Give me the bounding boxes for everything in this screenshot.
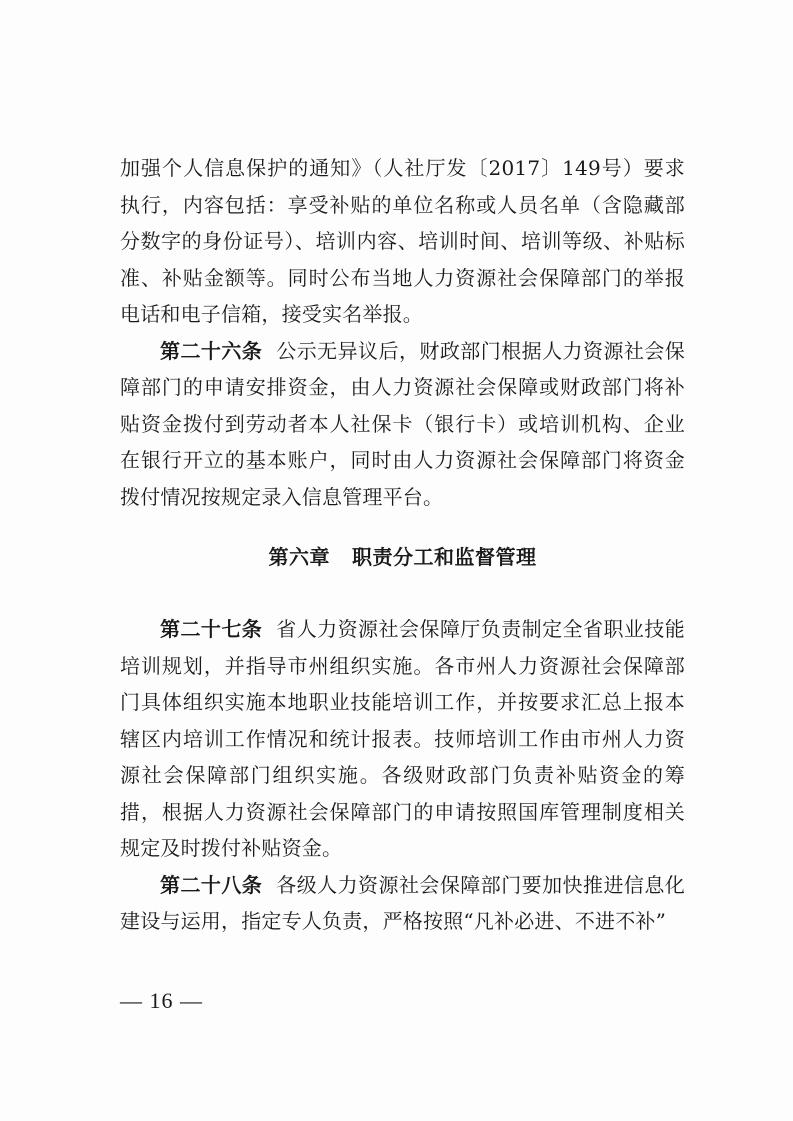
paragraph-text: 省人力资源社会保障厅负责制定全省职业技能培训规划，并指导市州组织实施。各市州人力资源社会保障部门具体组织实施本地职业技能培训工作，并按要求汇总上报本辖区内培训工作情况和统计报表。技师培训工作由市州人力资源社会保障部门组织实施。各级财政部门负责补贴资金的筹措，根据人力资源社会保障部门的申请按照国库管理制度相关规定及时拨付补贴资金。 [120,617,685,860]
paragraph-text: 公示无异议后，财政部门根据人力资源社会保障部门的申请安排资金，由人力资源社会保障或财政部门将补贴资金拨付到劳动者本人社保卡（银行卡）或培训机构、企业在银行开立的基本账户，同时由人力资源社会保障部门将资金拨付情况按规定录入信息管理平台。 [120,338,685,509]
paragraph-text: 各级人力资源社会保障部门要加快推进信息化建设与运用，指定专人负责，严格按照“凡补必进、不进不补” [120,872,685,933]
article-number: 第二十八条 [160,872,263,897]
article-26-paragraph [120,333,685,516]
chapter-title: 职责分工和监督管理 [352,545,537,569]
article-27-paragraph [120,611,685,867]
page-number: — 16 — [120,988,203,1013]
chapter-number: 第六章 [268,545,330,569]
article-number: 第二十六条 [160,338,263,363]
document-body [120,150,685,940]
chapter-heading [120,539,685,575]
paragraph-continued [120,150,685,333]
paragraph-text: 加强个人信息保护的通知》（人社厅发〔2017〕149号）要求执行，内容包括：享受补贴的单位名称或人员名单（含隐藏部分数字的身份证号）、培训内容、培训时间、培训等级、补贴标准、补贴金额等。同时公布当地人力资源社会保障部门的举报电话和电子信箱，接受实名举报。 [120,156,685,326]
article-number: 第二十七条 [160,617,263,641]
article-28-paragraph [120,867,685,940]
